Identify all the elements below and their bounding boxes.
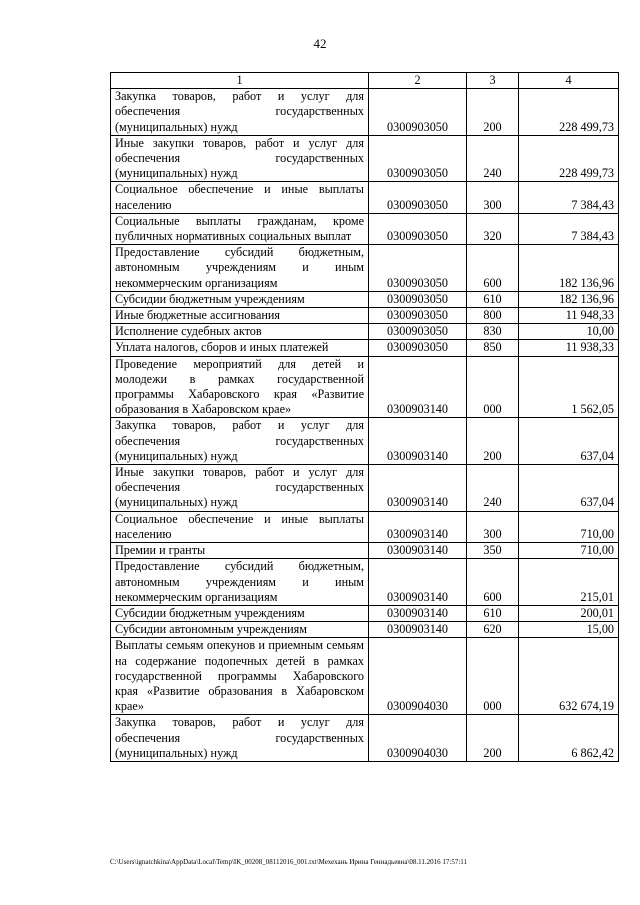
row-description: Предоставление субсидий бюджетным, автономным учреждениям и иным некоммерческим организациям bbox=[111, 245, 369, 292]
row-expense-type: 610 bbox=[467, 291, 519, 307]
row-target-code: 0300903050 bbox=[369, 340, 467, 356]
row-description: Закупка товаров, работ и услуг для обеспечения государственных (муниципальных) нужд bbox=[111, 418, 369, 465]
row-amount: 637,04 bbox=[519, 465, 619, 512]
row-description: Субсидии бюджетным учреждениям bbox=[111, 605, 369, 621]
table-row bbox=[111, 543, 619, 559]
row-amount: 6 862,42 bbox=[519, 715, 619, 762]
row-expense-type: 320 bbox=[467, 213, 519, 244]
header-col-3: 3 bbox=[467, 73, 519, 89]
row-amount: 182 136,96 bbox=[519, 291, 619, 307]
table-row bbox=[111, 245, 619, 292]
header-col-1: 1 bbox=[111, 73, 369, 89]
row-description: Закупка товаров, работ и услуг для обеспечения государственных (муниципальных) нужд bbox=[111, 89, 369, 136]
row-target-code: 0300903050 bbox=[369, 291, 467, 307]
table-row bbox=[111, 356, 619, 418]
row-expense-type: 800 bbox=[467, 308, 519, 324]
row-description: Предоставление субсидий бюджетным, автономным учреждениям и иным некоммерческим организациям bbox=[111, 559, 369, 606]
row-description: Закупка товаров, работ и услуг для обеспечения государственных (муниципальных) нужд bbox=[111, 715, 369, 762]
row-amount: 182 136,96 bbox=[519, 245, 619, 292]
row-amount: 200,01 bbox=[519, 605, 619, 621]
table-header-row bbox=[111, 73, 619, 89]
row-amount: 228 499,73 bbox=[519, 135, 619, 182]
row-target-code: 0300903140 bbox=[369, 622, 467, 638]
row-description: Субсидии бюджетным учреждениям bbox=[111, 291, 369, 307]
row-expense-type: 200 bbox=[467, 715, 519, 762]
row-expense-type: 200 bbox=[467, 89, 519, 136]
table-row bbox=[111, 213, 619, 244]
row-amount: 7 384,43 bbox=[519, 182, 619, 213]
header-col-2: 2 bbox=[369, 73, 467, 89]
row-amount: 710,00 bbox=[519, 511, 619, 542]
table-row bbox=[111, 324, 619, 340]
row-target-code: 0300903140 bbox=[369, 465, 467, 512]
table-row bbox=[111, 511, 619, 542]
row-description: Выплаты семьям опекунов и приемным семьям на содержание подопечных детей в рамках государственной программы Хабаровского края «Развитие образования в Хабаровском крае» bbox=[111, 638, 369, 715]
table-row bbox=[111, 638, 619, 715]
row-expense-type: 610 bbox=[467, 605, 519, 621]
row-expense-type: 830 bbox=[467, 324, 519, 340]
row-target-code: 0300903050 bbox=[369, 245, 467, 292]
footer-file-path: C:\Users\ignatchkina\AppData\Local\Temp\IK_00208_08112016_001.txt\Мехехань Ирина Геннадьевна\08.11.2016 17:57:11 bbox=[110, 858, 468, 866]
row-target-code: 0300903050 bbox=[369, 324, 467, 340]
row-description: Иные закупки товаров, работ и услуг для обеспечения государственных (муниципальных) нужд bbox=[111, 465, 369, 512]
row-amount: 10,00 bbox=[519, 324, 619, 340]
table-row bbox=[111, 622, 619, 638]
row-target-code: 0300903140 bbox=[369, 511, 467, 542]
row-target-code: 0300903140 bbox=[369, 559, 467, 606]
row-description: Исполнение судебных актов bbox=[111, 324, 369, 340]
row-expense-type: 350 bbox=[467, 543, 519, 559]
row-expense-type: 200 bbox=[467, 418, 519, 465]
row-amount: 7 384,43 bbox=[519, 213, 619, 244]
row-target-code: 0300903050 bbox=[369, 182, 467, 213]
row-amount: 710,00 bbox=[519, 543, 619, 559]
budget-table bbox=[110, 72, 619, 762]
row-expense-type: 600 bbox=[467, 559, 519, 606]
header-col-4: 4 bbox=[519, 73, 619, 89]
table-row bbox=[111, 291, 619, 307]
row-amount: 15,00 bbox=[519, 622, 619, 638]
row-target-code: 0300903140 bbox=[369, 356, 467, 418]
row-description: Субсидии автономным учреждениям bbox=[111, 622, 369, 638]
row-expense-type: 240 bbox=[467, 465, 519, 512]
row-description: Социальное обеспечение и иные выплаты населению bbox=[111, 182, 369, 213]
table-row bbox=[111, 135, 619, 182]
row-expense-type: 300 bbox=[467, 182, 519, 213]
row-amount: 632 674,19 bbox=[519, 638, 619, 715]
row-expense-type: 600 bbox=[467, 245, 519, 292]
row-expense-type: 240 bbox=[467, 135, 519, 182]
row-target-code: 0300904030 bbox=[369, 715, 467, 762]
row-description: Иные бюджетные ассигнования bbox=[111, 308, 369, 324]
table-row bbox=[111, 418, 619, 465]
table-row bbox=[111, 559, 619, 606]
row-description: Социальное обеспечение и иные выплаты населению bbox=[111, 511, 369, 542]
row-target-code: 0300904030 bbox=[369, 638, 467, 715]
table-row bbox=[111, 89, 619, 136]
row-amount: 228 499,73 bbox=[519, 89, 619, 136]
page-number: 42 bbox=[313, 36, 327, 51]
row-expense-type: 850 bbox=[467, 340, 519, 356]
row-amount: 11 938,33 bbox=[519, 340, 619, 356]
row-target-code: 0300903140 bbox=[369, 605, 467, 621]
row-description: Социальные выплаты гражданам, кроме публичных нормативных социальных выплат bbox=[111, 213, 369, 244]
row-target-code: 0300903050 bbox=[369, 135, 467, 182]
row-amount: 215,01 bbox=[519, 559, 619, 606]
row-expense-type: 300 bbox=[467, 511, 519, 542]
table-row bbox=[111, 182, 619, 213]
table-row bbox=[111, 605, 619, 621]
row-description: Проведение мероприятий для детей и молодежи в рамках государственной программы Хабаровского края «Развитие образования в Хабаровском крае» bbox=[111, 356, 369, 418]
table-row bbox=[111, 715, 619, 762]
row-expense-type: 620 bbox=[467, 622, 519, 638]
row-target-code: 0300903140 bbox=[369, 418, 467, 465]
row-description: Иные закупки товаров, работ и услуг для обеспечения государственных (муниципальных) нужд bbox=[111, 135, 369, 182]
row-target-code: 0300903050 bbox=[369, 213, 467, 244]
table-row bbox=[111, 308, 619, 324]
row-amount: 1 562,05 bbox=[519, 356, 619, 418]
row-amount: 11 948,33 bbox=[519, 308, 619, 324]
row-expense-type: 000 bbox=[467, 638, 519, 715]
row-expense-type: 000 bbox=[467, 356, 519, 418]
table-row bbox=[111, 465, 619, 512]
table-row bbox=[111, 340, 619, 356]
row-target-code: 0300903140 bbox=[369, 543, 467, 559]
row-description: Уплата налогов, сборов и иных платежей bbox=[111, 340, 369, 356]
row-amount: 637,04 bbox=[519, 418, 619, 465]
row-target-code: 0300903050 bbox=[369, 89, 467, 136]
row-target-code: 0300903050 bbox=[369, 308, 467, 324]
row-description: Премии и гранты bbox=[111, 543, 369, 559]
